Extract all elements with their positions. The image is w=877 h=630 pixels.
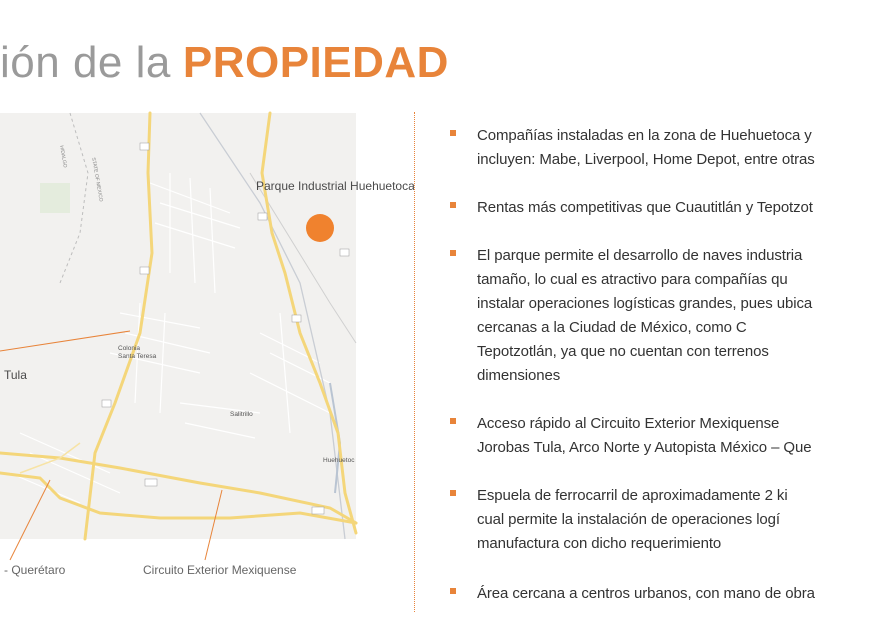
list-item-text: Compañías instaladas en la zona de Huehuetoca y incluyen: Mabe, Liverpool, Home Depot, entre otras <box>477 127 815 168</box>
list-item-text: El parque permite el desarrollo de naves industria tamaño, lo cual es atractivo para compañías qu instalar operaciones logísticas grandes, pues ubica cercanas a la Ciudad de México, como C Tepotzotlán, ya que no cuentan con terrenos dimensiones <box>477 247 813 384</box>
map-label-colonia: Colonia Santa Teresa <box>118 345 157 360</box>
callout-circuito: Circuito Exterior Mexiquense <box>143 563 297 577</box>
map-label-salitrillo: Salitrillo <box>230 411 253 418</box>
page-title <box>0 38 449 100</box>
map-label-huehuetoca: Huehuetoc <box>323 457 355 464</box>
map-graphics <box>0 113 356 539</box>
map-label-parque: Parque Industrial Huehuetoca <box>256 179 415 193</box>
location-map[interactable] <box>0 113 415 539</box>
bullet-square-icon <box>450 490 456 496</box>
map-label-tula: Tula <box>4 368 27 382</box>
list-item-text: Acceso rápido al Circuito Exterior Mexiquense Jorobas Tula, Arco Norte y Autopista México – Que <box>477 415 812 456</box>
list-item-text: Rentas más competitivas que Cuautitlán y Tepotzot <box>477 199 813 216</box>
feature-list <box>450 124 840 624</box>
bullet-square-icon <box>450 588 456 594</box>
list-item-text: Espuela de ferrocarril de aproximadamente 2 ki cual permite la instalación de operaciones logí manufactura con dicho requerimiento <box>477 487 788 552</box>
callout-lines <box>0 480 360 570</box>
list-item-text: Área cercana a centros urbanos, con mano de obra <box>477 585 815 602</box>
bullet-square-icon <box>450 130 456 136</box>
section-divider <box>414 112 415 612</box>
bullet-square-icon <box>450 202 456 208</box>
title-bold: PROPIEDAD <box>182 38 449 87</box>
map-label-hidalgo: HIDALGO <box>58 145 68 169</box>
callout-queretaro: - Querétaro <box>4 563 66 577</box>
map-label-state-mexico: STATE OF MEXICO <box>90 157 104 203</box>
bullet-square-icon <box>450 418 456 424</box>
title-light: ión de la <box>0 38 171 87</box>
bullet-square-icon <box>450 250 456 256</box>
property-marker-icon <box>306 214 334 242</box>
